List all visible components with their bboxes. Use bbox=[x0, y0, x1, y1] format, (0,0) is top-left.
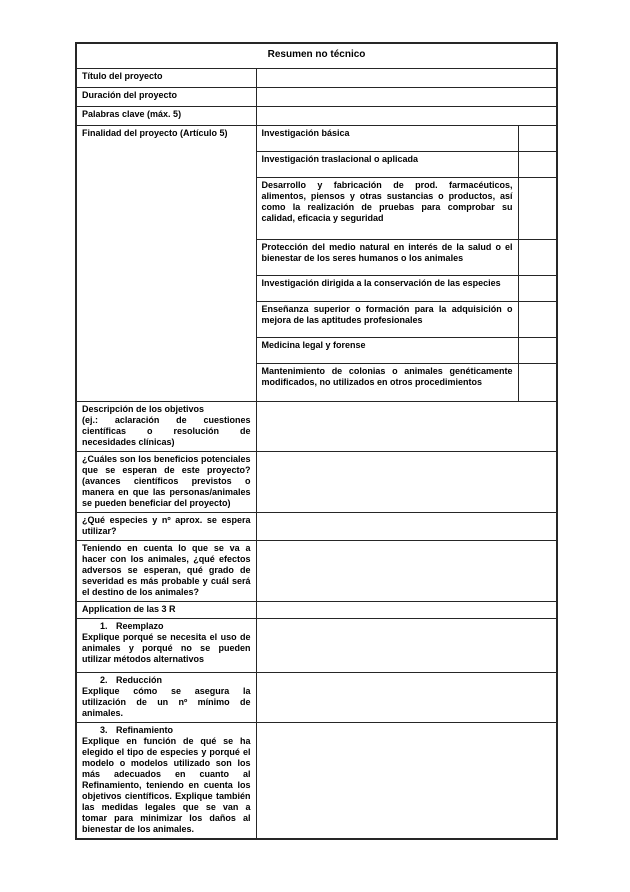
row-refinamiento bbox=[76, 722, 557, 839]
purpose-checkbox-medicina[interactable] bbox=[518, 337, 557, 363]
palabras-clave-input-cell[interactable] bbox=[256, 106, 557, 125]
reduccion-input-cell[interactable] bbox=[256, 672, 557, 722]
row-titulo bbox=[76, 68, 557, 87]
reemplazo-number: 1. bbox=[100, 620, 108, 631]
row-duracion bbox=[76, 87, 557, 106]
resumen-form-table bbox=[75, 42, 558, 840]
especies-numero-input-cell[interactable] bbox=[256, 512, 557, 540]
efectos-adversos-label: Teniendo en cuenta lo que se va a hacer con los animales, ¿qué efectos adversos se esperan, qué grado de severidad es más probable y cuál será el destino de los animales? bbox=[76, 540, 256, 601]
reemplazo-input-cell[interactable] bbox=[256, 618, 557, 672]
descripcion-objetivos-input-cell[interactable] bbox=[256, 401, 557, 451]
row-reemplazo bbox=[76, 618, 557, 672]
form-title: Resumen no técnico bbox=[76, 43, 557, 68]
refinamiento-input-cell[interactable] bbox=[256, 722, 557, 839]
reemplazo-body: Explique porqué se necesita el uso de animales y porqué no se pueden utilizar métodos alternativos bbox=[82, 631, 251, 664]
especies-numero-label: ¿Qué especies y nº aprox. se espera utilizar? bbox=[76, 512, 256, 540]
descripcion-objetivos-note: (ej.: aclaración de cuestiones científicas o resolución de necesidades clínicas) bbox=[82, 414, 251, 447]
duracion-proyecto-input-cell[interactable] bbox=[256, 87, 557, 106]
refinamiento-number: 3. bbox=[100, 724, 108, 735]
row-purpose-0 bbox=[76, 125, 557, 151]
row-3r-header bbox=[76, 601, 557, 618]
application-3r-input-cell[interactable] bbox=[256, 601, 557, 618]
header-row bbox=[76, 43, 557, 68]
purpose-option-mantenimiento: Mantenimiento de colonias o animales genéticamente modificados, no utilizados en otros procedimientos bbox=[256, 363, 518, 401]
purpose-checkbox-desarrollo[interactable] bbox=[518, 177, 557, 239]
purpose-option-basica: Investigación básica bbox=[256, 125, 518, 151]
reduccion-title: Reducción bbox=[116, 674, 163, 685]
palabras-clave-label: Palabras clave (máx. 5) bbox=[76, 106, 256, 125]
reduccion-number: 2. bbox=[100, 674, 108, 685]
purpose-checkbox-traslacional[interactable] bbox=[518, 151, 557, 177]
beneficios-potenciales-label: ¿Cuáles son los beneficios potenciales que se esperan de este proyecto? (avances científicos previstos o manera en que las personas/animales se pueden beneficiar del proyecto) bbox=[76, 451, 256, 512]
purpose-option-ensenanza: Enseñanza superior o formación para la adquisición o mejora de las aptitudes profesionales bbox=[256, 301, 518, 337]
row-beneficios bbox=[76, 451, 557, 512]
beneficios-potenciales-input-cell[interactable] bbox=[256, 451, 557, 512]
purpose-checkbox-proteccion[interactable] bbox=[518, 239, 557, 275]
row-efectos-adversos bbox=[76, 540, 557, 601]
purpose-option-conservacion: Investigación dirigida a la conservación de las especies bbox=[256, 275, 518, 301]
row-reduccion bbox=[76, 672, 557, 722]
purpose-checkbox-conservacion[interactable] bbox=[518, 275, 557, 301]
purpose-checkbox-mantenimiento[interactable] bbox=[518, 363, 557, 401]
application-3r-label: Application de las 3 R bbox=[76, 601, 256, 618]
reemplazo-title: Reemplazo bbox=[116, 620, 164, 631]
finalidad-proyecto-label: Finalidad del proyecto (Artículo 5) bbox=[76, 125, 256, 401]
row-descripcion bbox=[76, 401, 557, 451]
purpose-option-proteccion: Protección del medio natural en interés de la salud o el bienestar de los seres humanos o los animales bbox=[256, 239, 518, 275]
titulo-proyecto-input-cell[interactable] bbox=[256, 68, 557, 87]
refinamiento-body: Explique en función de qué se ha elegido el tipo de especies y porqué el modelo o modelos utilizado son los más adecuados en cuanto al Refinamiento, teniendo en cuenta los objetivos científicos. Explique también las medidas legales que se van a tomar para minimizar los daños al bienestar de los animales. bbox=[82, 735, 251, 834]
descripcion-objetivos-label: Descripción de los objetivos bbox=[82, 403, 205, 414]
efectos-adversos-input-cell[interactable] bbox=[256, 540, 557, 601]
row-palabras-clave bbox=[76, 106, 557, 125]
titulo-proyecto-label: Título del proyecto bbox=[76, 68, 256, 87]
duracion-proyecto-label: Duración del proyecto bbox=[76, 87, 256, 106]
purpose-option-traslacional: Investigación traslacional o aplicada bbox=[256, 151, 518, 177]
reduccion-body: Explique cómo se asegura la utilización de un nº mínimo de animales. bbox=[82, 685, 251, 718]
purpose-checkbox-ensenanza[interactable] bbox=[518, 301, 557, 337]
purpose-checkbox-basica[interactable] bbox=[518, 125, 557, 151]
purpose-option-medicina: Medicina legal y forense bbox=[256, 337, 518, 363]
purpose-option-desarrollo: Desarrollo y fabricación de prod. farmacéuticos, alimentos, piensos y otras sustancias o productos, así como la realización de pruebas para comprobar su calidad, eficacia y seguridad bbox=[256, 177, 518, 239]
refinamiento-title: Refinamiento bbox=[116, 724, 174, 735]
row-especies bbox=[76, 512, 557, 540]
